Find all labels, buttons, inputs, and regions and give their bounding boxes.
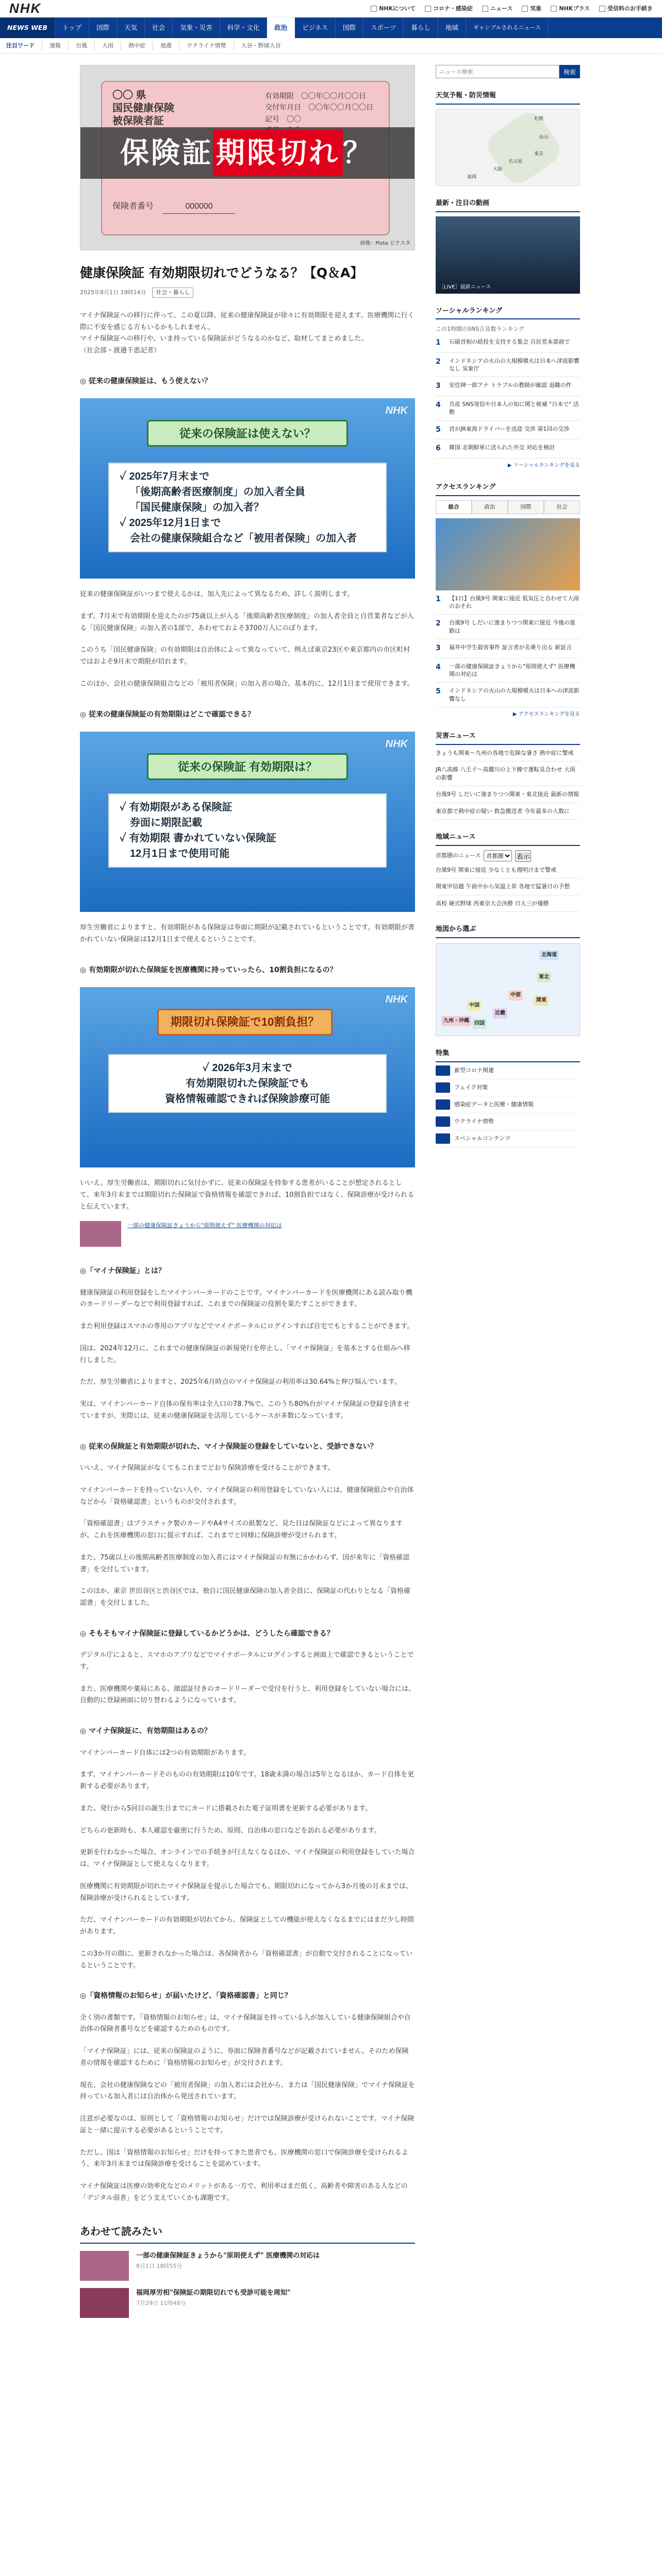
trending-tag[interactable]: 台風 (68, 41, 94, 50)
ranking-item[interactable]: 4 共産 SNS発信や日本人の知に関と候補 "日本で" 活動 (436, 396, 580, 421)
article-meta (80, 287, 415, 298)
paragraph: 実は、マイナンバーカード自体の保有率は全人口の78.7%で、このうち80%台がマイナ保険証の登録を済ませていますが、実際には、従来の健康保険証を活用しているケースが多数になっています。 (80, 1400, 410, 1420)
disaster-list (436, 745, 580, 820)
category-badge[interactable]: 社会・暮らし (152, 287, 193, 298)
paragraph: この3か月の間に、更新されなかった場合は、各保険者から「資格確認書」が自動で交付されることになっているということです。 (80, 1950, 413, 1970)
news-icon (482, 6, 488, 12)
slide-title: 従来の保険証 有効期限は？ (147, 753, 348, 780)
main-nav (0, 18, 662, 38)
list-item[interactable]: JR八高線 八王子～高麗川の上下線で運転見合わせ 大雨の影響 (436, 761, 580, 786)
paragraph: 従来の健康保険証がいつまで使えるかは、加入先によって異なるため、詳しく説明します。 (80, 590, 354, 599)
region-hokkaido[interactable]: 北海道 (539, 950, 559, 960)
ranking-item[interactable]: 4 一部の健康保険証きょうから"原則使えず" 医療機関の対応は (436, 658, 580, 683)
weather-label: 名古屋 (508, 159, 523, 164)
feature-section (436, 1048, 580, 1147)
disaster-heading: 災害ニュース (436, 731, 580, 745)
ranking-item[interactable]: 1 【1日】台風9号 関東に接近 低気圧と合わせて大雨のおそれ (436, 590, 580, 615)
nav-item-top[interactable]: トップ (55, 18, 89, 38)
nhk-watermark: NHK (385, 994, 408, 1006)
paragraph: また、医療機関や薬局にある、顔認証付きのカードリーダーで受付を行うと、利用登録をしていない場合には、自動的に登録画面に切り替わるようになっています。 (80, 1685, 416, 1705)
paragraph: まず、7月末で有効期限を迎えたのが75歳以上が入る「後期高齢者医療制度」の加入者全員と自営業者などが入る「国民健康保険」の加入者の1部で、あわせておよそ3700万人にのぼります。 (80, 612, 414, 632)
trending-tag[interactable]: 大雨 (94, 41, 121, 50)
feature-item[interactable]: スペシャルコンテンツ (436, 1130, 580, 1147)
social-ranking-heading: ソーシャルランキング (436, 306, 580, 320)
region-label: 首都圏のニュース (436, 852, 481, 859)
nhk-logo[interactable]: NHK (9, 0, 42, 16)
feature-list (436, 1062, 580, 1147)
nav-item-sports[interactable]: スポーツ (363, 18, 404, 38)
weather-label: 仙台 (539, 134, 549, 140)
question-heading: ◎ 有効期限が切れた保険証を医療機関に持っていったら、10割負担になるの？ (80, 965, 337, 974)
region-kanto[interactable]: 関東 (534, 995, 549, 1006)
paragraph: また、75歳以上の後期高齢者医療制度の加入者にはマイナ保険証の有無にかかわらず、国が来年に「資格確認書」を交付しています。 (80, 1553, 410, 1573)
list-item[interactable]: 台風9号 しだいに強まりつつ関東・東北接近 最新の情報 (436, 786, 580, 803)
search-input[interactable] (436, 65, 559, 78)
read-also-date: 8月1日 18時55分 (136, 2262, 183, 2269)
feature-item[interactable]: 感染症データと医療・健康情報 (436, 1096, 580, 1113)
plus-icon (551, 6, 557, 12)
ranking-item[interactable]: 1 石破首相の続投を支持する集会 自民党本部前で (436, 334, 580, 353)
article-date: 2025年8月1日 19時14分 (80, 289, 146, 296)
region-kinki[interactable]: 近畿 (493, 1008, 507, 1019)
paragraph: 「資格確認書」はプラスチック製のカードやA4サイズの紙製など、見た目は保険証などによって異なりますが、これを医療機関の窓口に提示すれば、これまでと同様に保険診療が受けられます。 (80, 1520, 403, 1540)
ranking-item[interactable]: 2 インドネシアの火山の大規模噴火は日本へ津波影響なし 気象庁 (436, 353, 580, 378)
ranking-item[interactable]: 5 インドネシアの火山の大規模噴火は日本への津波影響なし (436, 683, 580, 707)
nav-item-seiji[interactable]: 政治 (267, 18, 295, 38)
region-kyushu[interactable]: 九州・沖縄 (441, 1016, 471, 1026)
top-bar (0, 0, 662, 18)
region-select[interactable] (484, 850, 512, 861)
paragraph: 「マイナ保険証」には、従来の保険証のように、券面に保険者番号などが記載されていません。そのため保険者の情報を確認するために「資格情報のお知らせ」が交付されます。 (80, 2047, 409, 2067)
tab-sogo[interactable]: 総合 (436, 500, 472, 514)
slide-body: ✓ 有効期限がある保険証 券面に期限記載 ✓ 有効期限 書かれていない保険証 12月1日まで使用可能 (108, 793, 387, 868)
article-title: 健康保険証 有効期限切れでどうなる？【Q＆A】 (80, 265, 363, 280)
paragraph: どちらの更新時も、本人確認を厳密に行うため、原則、自治体の窓口などを訪れる必要があります。 (80, 1826, 381, 1835)
weather-icon (522, 6, 528, 12)
paragraph: いいえ。マイナ保険証がなくてもこれまでどおり保険診療を受けることができます。 (80, 1464, 335, 1472)
card-insurer-number: 保険者番号 000000 (112, 200, 235, 214)
paragraph: 更新を行わなかった場合、オンラインでの手続きが行えなくなるほか、マイナ保険証の利用登録をしていた場合は、マイナ保険証として使えなくなります。 (80, 1849, 415, 1869)
access-ranking-heading: アクセスランキング (436, 482, 580, 496)
hero-banner: 保険証 期限切れ ？ (80, 127, 415, 179)
region-show-button[interactable]: 表示 (515, 850, 531, 862)
feature-item[interactable]: 新型コロナ関連 (436, 1062, 580, 1079)
paragraph: また、発行から5回目の誕生日までにカードに搭載された電子証明書を更新する必要があります。 (80, 1804, 372, 1812)
list-item[interactable]: 関東甲信越 午前中から気温上昇 各地で猛暑日の予想 (436, 878, 580, 895)
paragraph: 全く別の書類です。「資格情報のお知らせ」は、マイナ保険証を持っている人が加入している健康保険組合や自治体の保険者番号などを確認するためのものです。 (80, 2013, 411, 2033)
paragraph: また利用登録はスマホの専用のアプリなどでマイナポータルにログインすれば自宅でもとすることができます。 (80, 1323, 414, 1331)
paragraph: このほか、会社の健康保険組合などの「被用者保険」の加入者の場合、基本的に、12月1日まで使用できます。 (80, 680, 414, 688)
list-item[interactable]: 東京都で熱中症の疑い 救急搬送者 今年最多の人数に (436, 803, 580, 820)
feature-icon (436, 1065, 450, 1076)
question-heading: ◎ そもそもマイナ保険証に登録しているかどうかは、どうしたら確認できる？ (80, 1629, 334, 1638)
region-chubu[interactable]: 中部 (508, 990, 523, 1001)
access-ranking-image[interactable] (436, 518, 580, 590)
local-news (436, 832, 580, 912)
tab-seiji[interactable]: 政治 (472, 500, 508, 514)
read-also-item[interactable] (80, 2288, 415, 2318)
nav-item-gamble[interactable]: ギャンブルされるニュース (466, 18, 549, 38)
paragraph: マイナンバーカードを持っていない人や、マイナ保険証の利用登録をしていない人には、健康保険組合や自治体などから「資格確認書」というものが交付されます。 (80, 1486, 414, 1506)
read-also-heading: あわせて読みたい (80, 2223, 415, 2244)
read-also-item[interactable] (80, 2251, 415, 2281)
fee-icon (599, 6, 605, 12)
slide-title: 期限切れ保険証で10割負担？ (157, 1009, 333, 1036)
access-ranking (436, 482, 580, 719)
video-section (436, 198, 580, 294)
paragraph: デジタル庁によると、スマホのアプリなどでマイナポータルにログインすると画面上で確認できるということです。 (80, 1651, 414, 1671)
social-ranking-list (436, 334, 580, 459)
top-links (371, 4, 653, 13)
ranking-item[interactable]: 5 首がJR東海ドライバーを送迎 交渉 第1回の交渉 (436, 421, 580, 440)
feature-item[interactable]: ウクライナ情勢 (436, 1113, 580, 1130)
paragraph: マイナ保険証は医療の効率化などのメリットがある一方で、利用率はまだ低く、高齢者や障害のある人などの「デジタル弱者」をどう支えていくかも課題です。 (80, 2182, 408, 2202)
paragraph: いいえ。厚生労働省は、期限切れに気付かずに、従来の保険証を持参する患者がいることが想定されるとして、来年3月末までは期限切れた保険証で資格情報を確認できれば、10割負担ではなく、保険診療が受けられると伝えています。 (80, 1179, 415, 1211)
image-credit: 画像：Pixta ピクスタ (360, 241, 410, 246)
region-map-section (436, 924, 580, 1036)
question-heading: ◎ 従来の保険証と有効期限が切れた、マイナ保険証の登録をしていないと、受診できない？ (80, 1442, 377, 1451)
feature-icon (436, 1133, 450, 1144)
local-list (436, 862, 580, 912)
social-ranking-more-link[interactable]: ▶ ソーシャルランキングを見る (507, 462, 580, 468)
access-ranking-list (436, 590, 580, 708)
region-map-heading: 地図から選ぶ (436, 924, 580, 938)
disaster-news (436, 731, 580, 820)
sidebar (436, 65, 580, 2318)
paragraph: 現在、会社の健康保険などの「被用者保険」の加入者には会社から、または「国民健康保険」でマイナ保険証を持っている加入者には自治体から発送されています。 (80, 2081, 415, 2101)
nhk-watermark: NHK (385, 738, 408, 750)
news-search (436, 65, 580, 78)
question-heading: ◎ マイナ保険証に、有効期限はあるの？ (80, 1727, 211, 1736)
trending-tag[interactable]: 速報 (42, 41, 68, 50)
weather-label: 福岡 (467, 174, 477, 180)
video-heading: 最新・注目の動画 (436, 198, 580, 212)
paragraph: マイナンバーカード自体には2つの有効期限があります。 (80, 1749, 251, 1757)
tab-kokusai[interactable]: 国際 (508, 500, 544, 514)
related-thumbnail (80, 1221, 121, 1247)
region-shikoku[interactable]: 四国 (472, 1019, 487, 1029)
ranking-item[interactable]: 6 韓国 北朝鮮軍に送られた外交 対応を検討 (436, 439, 580, 459)
video-player[interactable] (436, 216, 580, 294)
article-lead: マイナ保険証への移行に伴って、この夏以降、従来の健康保険証が徐々に有効期限を迎えます。医療機関に行く際に不安を感じる方もいるかもしれません。 マイナ保険証への移行や、いま持っている保険証がどうなるのかなど、取材してまとめました。 （社会部・渡邉千恵記者） (80, 311, 415, 355)
nav-item-kurashi[interactable]: 暮らし (404, 18, 438, 38)
related-link-text[interactable]: 一部の健康保険証きょうから"原則使えず" 医療機関の対応は (127, 1222, 282, 1229)
ranking-item[interactable]: 3 安住紳一郎アナ トラブルの教師が確認 退職の件 (436, 377, 580, 396)
nav-item-kokusai[interactable]: 国際 (89, 18, 117, 38)
feature-item[interactable]: フェイク対策 (436, 1079, 580, 1096)
article-main (80, 65, 415, 2318)
explainer-slide (80, 732, 415, 912)
top-link-weather[interactable]: 気象 (522, 4, 541, 13)
tab-shakai[interactable]: 社会 (544, 500, 580, 514)
weather-label: 東京 (534, 151, 544, 157)
nav-item-kokusai-2[interactable]: 国際 (336, 18, 363, 38)
inline-related-link[interactable] (80, 1221, 415, 1247)
access-ranking-more-link[interactable]: ▶ アクセスランキングを見る (512, 711, 580, 718)
paragraph: 医療機関に有効期限が切れたマイナ保険証を提示した場合でも、期限切れになってから3か月後の月末までは、保険診療が受けられるとしています。 (80, 1882, 413, 1902)
paragraph: 注意が必要なのは、原則として「資格情報のお知らせ」だけでは保険診療が受けられないことです。マイナ保険証と一緒に提示する必要があるということです。 (80, 2115, 415, 2134)
trending-words (0, 38, 662, 54)
question-heading: ◎ 従来の健康保険証は、もう使えない？ (80, 377, 212, 385)
weather-heading: 天気予報・防災情報 (436, 91, 580, 105)
paragraph: 厚生労働省によりますと、有効期限がある保険証は券面に期限が記載されているということです。有効期限が書かれていない保険証は12月1日まで使えるということです。 (80, 924, 415, 943)
paragraph: まず、マイナンバーカードそのものの有効期限は10年です。18歳未満の場合は5年となるほか、カード自体を更新する必要があります。 (80, 1771, 415, 1791)
hero-image (80, 65, 415, 250)
trending-label: 注目ワード (6, 42, 35, 49)
question-heading: ◎「マイナ保険証」とは？ (80, 1267, 166, 1276)
read-also-thumbnail (80, 2251, 129, 2281)
ranking-item[interactable]: 2 台風9号 しだいに強まりつつ関東に接近 今後の進路は (436, 615, 580, 639)
feature-icon (436, 1099, 450, 1110)
top-link-corona[interactable]: コロナ・感染症 (425, 4, 473, 13)
access-ranking-tabs (436, 500, 580, 514)
weather-map[interactable] (436, 109, 580, 186)
list-item[interactable]: きょうも関東～九州の各地で危険な暑さ 熱中症に警戒 (436, 745, 580, 761)
nav-news-web[interactable]: NEWS WEB (0, 18, 55, 38)
slide-body: ✓ 2026年3月末まで 有効期限切れた保険証でも 資格情報確認できれば保険診療可能 (108, 1054, 387, 1113)
about-icon (371, 6, 377, 12)
weather-label: 札幌 (534, 116, 544, 122)
trending-tag[interactable]: ウクライナ情勢 (179, 41, 234, 50)
paragraph: 国は、2024年12月に、これまでの健康保険証の新規発行を停止し、「マイナ保険証」を基本とする仕組みへ移行しました。 (80, 1344, 410, 1364)
nav-item-chiiki[interactable]: 地域 (438, 18, 466, 38)
paragraph: ただ、厚生労働省によりますと、2025年6月時点のマイナ保険証の利用率は30.64%と伸び悩んでいます。 (80, 1378, 401, 1386)
feature-heading: 特集 (436, 1048, 580, 1062)
top-link-fee[interactable]: 受信料のお手続き (599, 4, 653, 13)
card-issuer: 〇〇 県 国民健康保険 被保険者証 (112, 90, 174, 127)
read-also-title[interactable]: 福岡厚労相"保険証の期限切れでも受診可能を周知" (136, 2289, 291, 2297)
nhk-watermark: NHK (385, 405, 408, 417)
trending-tag[interactable]: 熱中症 (121, 41, 153, 50)
paragraph: このうち「国民健康保険」の有効期限は自治体によって異なっていて、例えば東京23区や東京都内の市区町村ではおよそ9月末で期限が切れます。 (80, 646, 410, 666)
corona-icon (425, 6, 431, 12)
explainer-slide (80, 398, 415, 579)
trending-tag[interactable]: 大谷・野球大谷 (234, 41, 288, 50)
weather-section (436, 91, 580, 186)
japan-land-shape (482, 109, 565, 186)
read-also-date: 7月29日 11時48分 (136, 2299, 186, 2307)
weather-label: 大阪 (493, 166, 503, 172)
card-fields: 有効期限 〇〇年〇〇月〇〇日 交付年月日 〇〇年〇〇月〇〇日 記号 〇〇 (265, 92, 373, 123)
nav-item-tenki[interactable]: 天気 (117, 18, 145, 38)
video-caption: ［LIVE］最新ニュース (439, 284, 491, 290)
search-button[interactable]: 検索 (559, 65, 580, 78)
list-item[interactable]: 高校 硬式野球 西東京大会決勝 日大三が優勝 (436, 895, 580, 912)
region-selector (436, 850, 580, 862)
nav-item-business[interactable]: ビジネス (295, 18, 336, 38)
region-tohoku[interactable]: 東北 (537, 972, 551, 982)
explainer-slide (80, 987, 415, 1167)
feature-icon (436, 1116, 450, 1127)
region-map (436, 943, 580, 1036)
slide-body: ✓ 2025年7月末まで 「後期高齢者医療制度」の加入者全員 「国民健康保険」の加入者？ ✓ 2025年12月1日まで 会社の健康保険組合など「被用者保険」の加入者 (108, 463, 387, 552)
paragraph: ただし、国は「資格情報のお知らせ」だけを持ってきた患者でも、医療機関の窓口で保険診療を受けられるよう、来年3月末までは保険診療を受けることを認めています。 (80, 2148, 408, 2168)
nav-item-shakai[interactable]: 社会 (145, 18, 173, 38)
read-also-thumbnail (80, 2288, 129, 2318)
ranking-item[interactable]: 3 福井中学生殺害事件 証言者が名乗り出る 新証言 (436, 639, 580, 658)
social-ranking-note: この1時間のSNS言及数ランキング (436, 326, 524, 333)
question-heading: ◎「資格情報のお知らせ」が届いたけど、「資格確認書」と同じ？ (80, 1992, 292, 2001)
top-link-plus[interactable]: NHKプラス (551, 4, 590, 13)
slide-title: 従来の保険証は使えない？ (147, 420, 348, 447)
region-chugoku[interactable]: 中国 (467, 1001, 482, 1011)
trending-tag[interactable]: 地震 (153, 41, 179, 50)
paragraph: このほか、東京 世田谷区と渋谷区では、独自に国民健康保険の加入者全員に、保険証の代わりとなる「資格確認書」を交付しました。 (80, 1587, 411, 1607)
list-item[interactable]: 台風9号 関東に接近 少なくとも週明けまで警戒 (436, 862, 580, 878)
top-link-about[interactable]: NHKについて (371, 4, 416, 13)
question-heading: ◎ 従来の健康保険証の有効期限はどこで確認できる？ (80, 710, 255, 719)
nav-item-kisho[interactable]: 気象・災害 (173, 18, 220, 38)
nav-item-kagaku[interactable]: 科学・文化 (220, 18, 268, 38)
read-also-title[interactable]: 一部の健康保険証きょうから"原則使えず" 医療機関の対応は (136, 2251, 320, 2260)
feature-icon (436, 1082, 450, 1093)
paragraph: 健康保険証の利用登録をしたマイナンバーカードのことです。マイナンバーカードを医療機関にある読み取り機のカードリーダーなどで利用登録すれば、これまでの保険証の役割を果たすことができます。 (80, 1289, 412, 1309)
social-ranking (436, 306, 580, 470)
local-heading: 地域ニュース (436, 832, 580, 846)
top-link-news[interactable]: ニュース (482, 4, 512, 13)
paragraph: ただ、マイナンバーカードの有効期限が切れてから、保険証としての機能が使えなくなるまでにはまだ少し時間があります。 (80, 1916, 414, 1936)
